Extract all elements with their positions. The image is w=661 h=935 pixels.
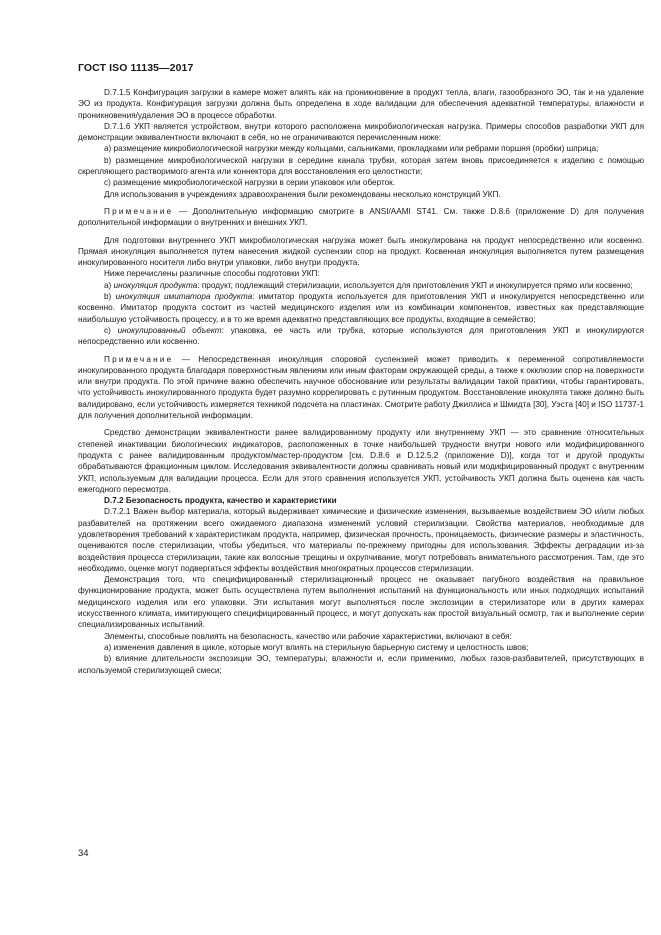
paragraph-demonstration: Демонстрация того, что специфицированный стерилизационный процесс не оказывает пагубного воздействия на правильное функционирование продукта, может быть осуществлена путем выполнения испытаний на функциональность или иных подходящих испытаний медицинского изделия или его упаковки. Эти испытания могут выполняться после экспозиции в стерилизаторе или в других камерах искусственного климата, имитирующего специфицированный процесс, и могут допускать как простой визуальный осмотр, так и выполнение серии специализированных испытаний. <box>78 575 644 630</box>
method-item-b: b) инокуляция имитатора продукта: имитатор продукта используется для приготовления УКП и инокулируется непосредственно или косвенно. Имитатор продукта состоит из частей медицинского изделия или из комбинации компонентов, известных как представляющие наибольшую устойчивость процессу, и в то же время адекватно представляющих все продукты, входящие в семейство; <box>78 292 644 324</box>
term-simulated-product: инокуляция имитатора продукта <box>115 292 253 302</box>
page-number: 34 <box>78 848 89 859</box>
section-heading-d-7-2: D.7.2 Безопасность продукта, качество и характеристики <box>104 496 337 506</box>
note-label: Примечание <box>104 206 174 216</box>
note-label: Примечание <box>104 354 174 364</box>
paragraph-d-7-2-1: D.7.2.1 Важен выбор материала, который выдерживает химические и физические изменения, вызываемые воздействием ЭО и/или любых разбавителей на протяжении всего ожидаемого диапазона изменений условий стерилизации. Свойства материалов, необходимые для удовлетворения требований к характеристикам продукта, например, физическая прочность, проницаемость, физические размеры и эластичность, оцениваются после стерилизации, чтобы убедиться, что материалы по-прежнему пригодны для использования. Эффекты деградации из-за воздействия процесса стерилизации, такие как волосные трещины и охрупчивание, могут потребовать внимательного рассмотрения. Там, где это необходимо, оценке могут подвергаться эффекты воздействия многократных процессов стерилизации. <box>78 507 644 573</box>
paragraph-d-7-1-6: D.7.1.6 УКП является устройством, внутри которого расположена микробиологическая нагрузка. Примеры способов разработки УКП для демонстрации эквивалентности включают в себя, но не ограничиваются перечисленным ниже: <box>78 121 644 143</box>
note-text: — Непосредственная инокуляция споровой суспензией может приводить к переменной сопротивляемости инокулированного продукта благодаря поверхностным явлениям или иным факторам окружающей среды, а также к окклюзии спор на поверхности или внутри продукта. По этой причине важно обеспечить научное обоснование или результаты валидации такой практики, чтобы гарантировать, что устойчивость инокулированного продукта будет разумно коррелировать с рутинным продуктом. Восстановление инокулята также должно быть валидировано, если устойчивость измеряется техникой подсчета на пластинах. Смотрите работу Джиллиса и Шмидта [30], Уэста [40] и ISO 11737-1 для получения дополнительной информации. <box>78 354 644 421</box>
term-product-inoculation: инокуляция продукта <box>113 280 198 290</box>
running-header: ГОСТ ISO 11135—2017 <box>78 62 194 74</box>
paragraph-recommendation: Для использования в учреждениях здравоохранения были рекомендованы несколько конструкций УКП. <box>104 189 501 199</box>
paragraph-d-7-1-5: D.7.1.5 Конфигурация загрузки в камере может влиять как на проникновение в продукт тепла, влаги, газообразного ЭО, так и на удаление ЭО из продукта. Конфигурация загрузки должна быть определена в ходе валидации для обеспечения адекватной температуры, влажности и проникновения/удаления ЭО в процессе обработки. <box>78 88 644 120</box>
paragraph-methods-intro: Ниже перечислены различные способы подготовки УКП: <box>104 269 320 279</box>
term-inoculated-object: инокулированный объект <box>117 325 222 335</box>
paragraph-equivalence: Средство демонстрации эквивалентности ранее валидированному продукту или внутреннему УКП — это сравнение относительных степеней инактивации биологических индикаторов, расположенных в точке наибольшей трудности внутри нового или модифицированного продукта с ранее валидированным продуктом/мастер-продуктом [см. D.8.6 и D.12.5.2 (приложение D)], когда тот и другой продукты обрабатываются фракционным циклом. Исследования эквивалентности должны сравнивать новый или модифицированный продукт с внутренним УКП, используемым для валидации процесса. Если для этого сравнения используется УКП, устойчивость УКП должна быть оценена как часть ежегодного пересмотра. <box>78 428 644 494</box>
note-1 <box>78 206 644 229</box>
body-text <box>78 87 644 676</box>
paragraph-elements: Элементы, способные повлиять на безопасность, качество или рабочие характеристики, включают в себя: <box>104 631 512 641</box>
method-item-c: c) инокулированный объект: упаковка, ее часть или трубка, которые используются для приготовления УКП и инокулируются непосредственно или косвенно. <box>78 325 644 347</box>
note-text: — Дополнительную информацию смотрите в ANSI/AAMI ST41. См. также D.8.6 (приложение D) для получения дополнительной информации о внутренних и внешних УКП. <box>78 206 644 228</box>
element-item-b: b) влияние длительности экспозиции ЭО, температуры, влажности и, если применимо, любых газов-разбавителей, присутствующих в используемой стерилизующей смеси; <box>78 654 644 675</box>
list-item-c: c) размещение микробиологической нагрузки в серии упаковок или оберток. <box>104 178 396 188</box>
list-item-a: а) размещение микробиологической нагрузки между кольцами, сальниками, прокладками или ребрами поршня (пробки) шприца; <box>104 144 599 154</box>
note-2 <box>78 354 644 422</box>
method-item-a: а) инокуляция продукта: продукт, подлежащий стерилизации, используется для приготовления УКП и инокулируется прямо или косвенно; <box>104 280 633 290</box>
paragraph-internal-pcd: Для подготовки внутреннего УКП микробиологическая нагрузка может быть инокулирована на продукт непосредственно или косвенно. Прямая инокуляция выполняется путем нанесения жидкой суспензии спор на продукт. Косвенная инокуляция выполняется путем размещения инокулированного носителя либо внутри упаковки, либо внутри продукта. <box>78 235 644 268</box>
element-item-a: а) изменения давления в цикле, которые могут влиять на стерильную барьерную систему и целостность швов; <box>104 642 529 652</box>
list-item-b: b) размещение микробиологической нагрузки в середине канала трубки, которая затем вновь присоединяется к изделию с помощью скрепляющего растворимого агента или коннектора для восстановления его целостности; <box>78 155 644 177</box>
